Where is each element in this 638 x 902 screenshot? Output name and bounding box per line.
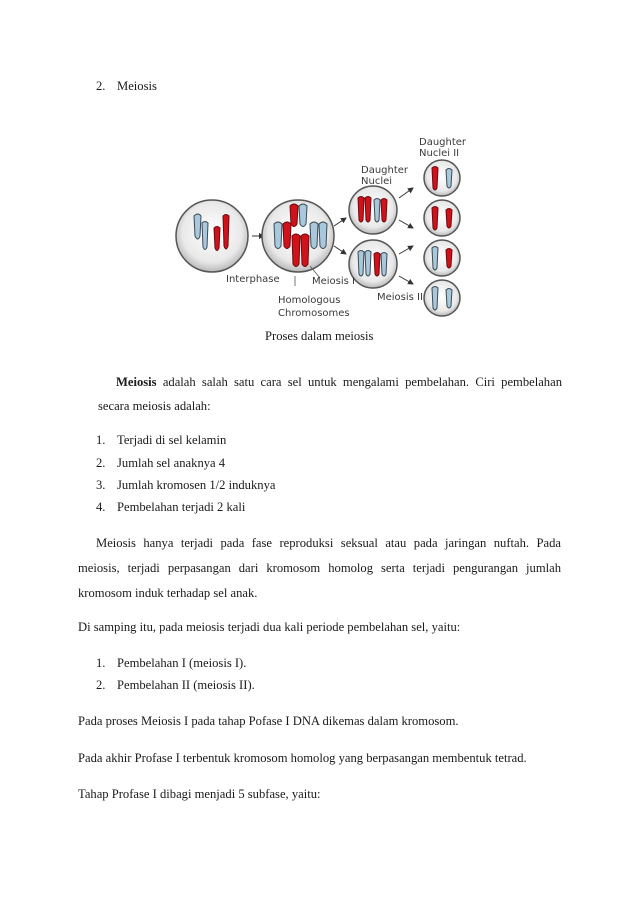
label-nuclei: Nuclei — [361, 176, 393, 187]
daughter-nucleus-2c — [424, 240, 460, 276]
list-number: 1. — [96, 656, 106, 670]
para3: Di samping itu, pada meiosis terjadi dua kali periode pembelahan sel, yaitu: — [78, 620, 461, 634]
list-number: 2. — [96, 678, 106, 692]
meiosis-1-cell — [262, 200, 334, 272]
arrow-icon — [399, 276, 413, 284]
para2-line-1: Meiosis hanya terjadi pada fase reproduksi seksual atau pada jaringan nuftah. Pada — [96, 536, 561, 550]
label-chromosomes: Chromosomes — [278, 308, 350, 319]
intro-line-1-text: adalah salah satu cara sel untuk mengalami pembelahan. Ciri pembelahan — [156, 375, 562, 389]
list-item: Pembelahan terjadi 2 kali — [117, 500, 246, 514]
arrow-icon — [399, 188, 413, 198]
list-item: Jumlah sel anaknya 4 — [117, 456, 226, 470]
daughter-nucleus-1a — [349, 186, 397, 234]
arrow-icon — [334, 246, 346, 254]
para2-line-3: kromosom induk terhadap sel anak. — [78, 586, 258, 600]
label-nuclei-2: Nuclei II — [419, 148, 460, 159]
arrow-icon — [334, 218, 346, 226]
arrow-icon — [399, 220, 413, 228]
daughter-nucleus-2b — [424, 200, 460, 236]
intro-line-2: secara meiosis adalah: — [98, 399, 211, 413]
label-daughter-nuclei-2: Daughter — [419, 137, 467, 148]
list-number: 1. — [96, 433, 106, 447]
para4: Pada proses Meiosis I pada tahap Pofase I DNA dikemas dalam kromosom. — [78, 714, 459, 728]
section-number: 2. — [96, 79, 106, 93]
daughter-nucleus-2a — [424, 160, 460, 196]
meiosis-diagram — [170, 128, 470, 324]
figure-caption: Proses dalam meiosis — [265, 329, 374, 343]
list-item: Jumlah kromosen 1/2 induknya — [117, 478, 276, 492]
daughter-nucleus-1b — [349, 240, 397, 288]
intro-line-1 — [116, 374, 562, 390]
label-meiosis-2: Meiosis II — [377, 292, 423, 303]
list-item: Terjadi di sel kelamin — [117, 433, 227, 447]
list-number: 2. — [96, 456, 106, 470]
list-number: 3. — [96, 478, 106, 492]
interphase-cell — [176, 200, 248, 272]
arrow-icon — [399, 246, 413, 254]
list-item: Pembelahan II (meiosis II). — [117, 678, 255, 692]
para5: Pada akhir Profase I terbentuk kromosom homolog yang berpasangan membentuk tetrad. — [78, 751, 527, 765]
label-meiosis-1: Meiosis I — [312, 276, 356, 287]
list-item: Pembelahan I (meiosis I). — [117, 656, 247, 670]
intro-bold-word: Meiosis — [116, 375, 157, 389]
list-number: 4. — [96, 500, 106, 514]
label-interphase: Interphase — [226, 274, 280, 285]
label-homologous: Homologous — [278, 295, 341, 306]
para6: Tahap Profase I dibagi menjadi 5 subfase, yaitu: — [78, 787, 321, 801]
label-daughter-nuclei: Daughter — [361, 165, 409, 176]
para2-line-2: meiosis, terjadi perpasangan dari kromosom homolog serta terjadi pengurangan jumlah — [78, 561, 561, 575]
daughter-nucleus-2d — [424, 280, 460, 316]
section-title: Meiosis — [117, 79, 157, 93]
